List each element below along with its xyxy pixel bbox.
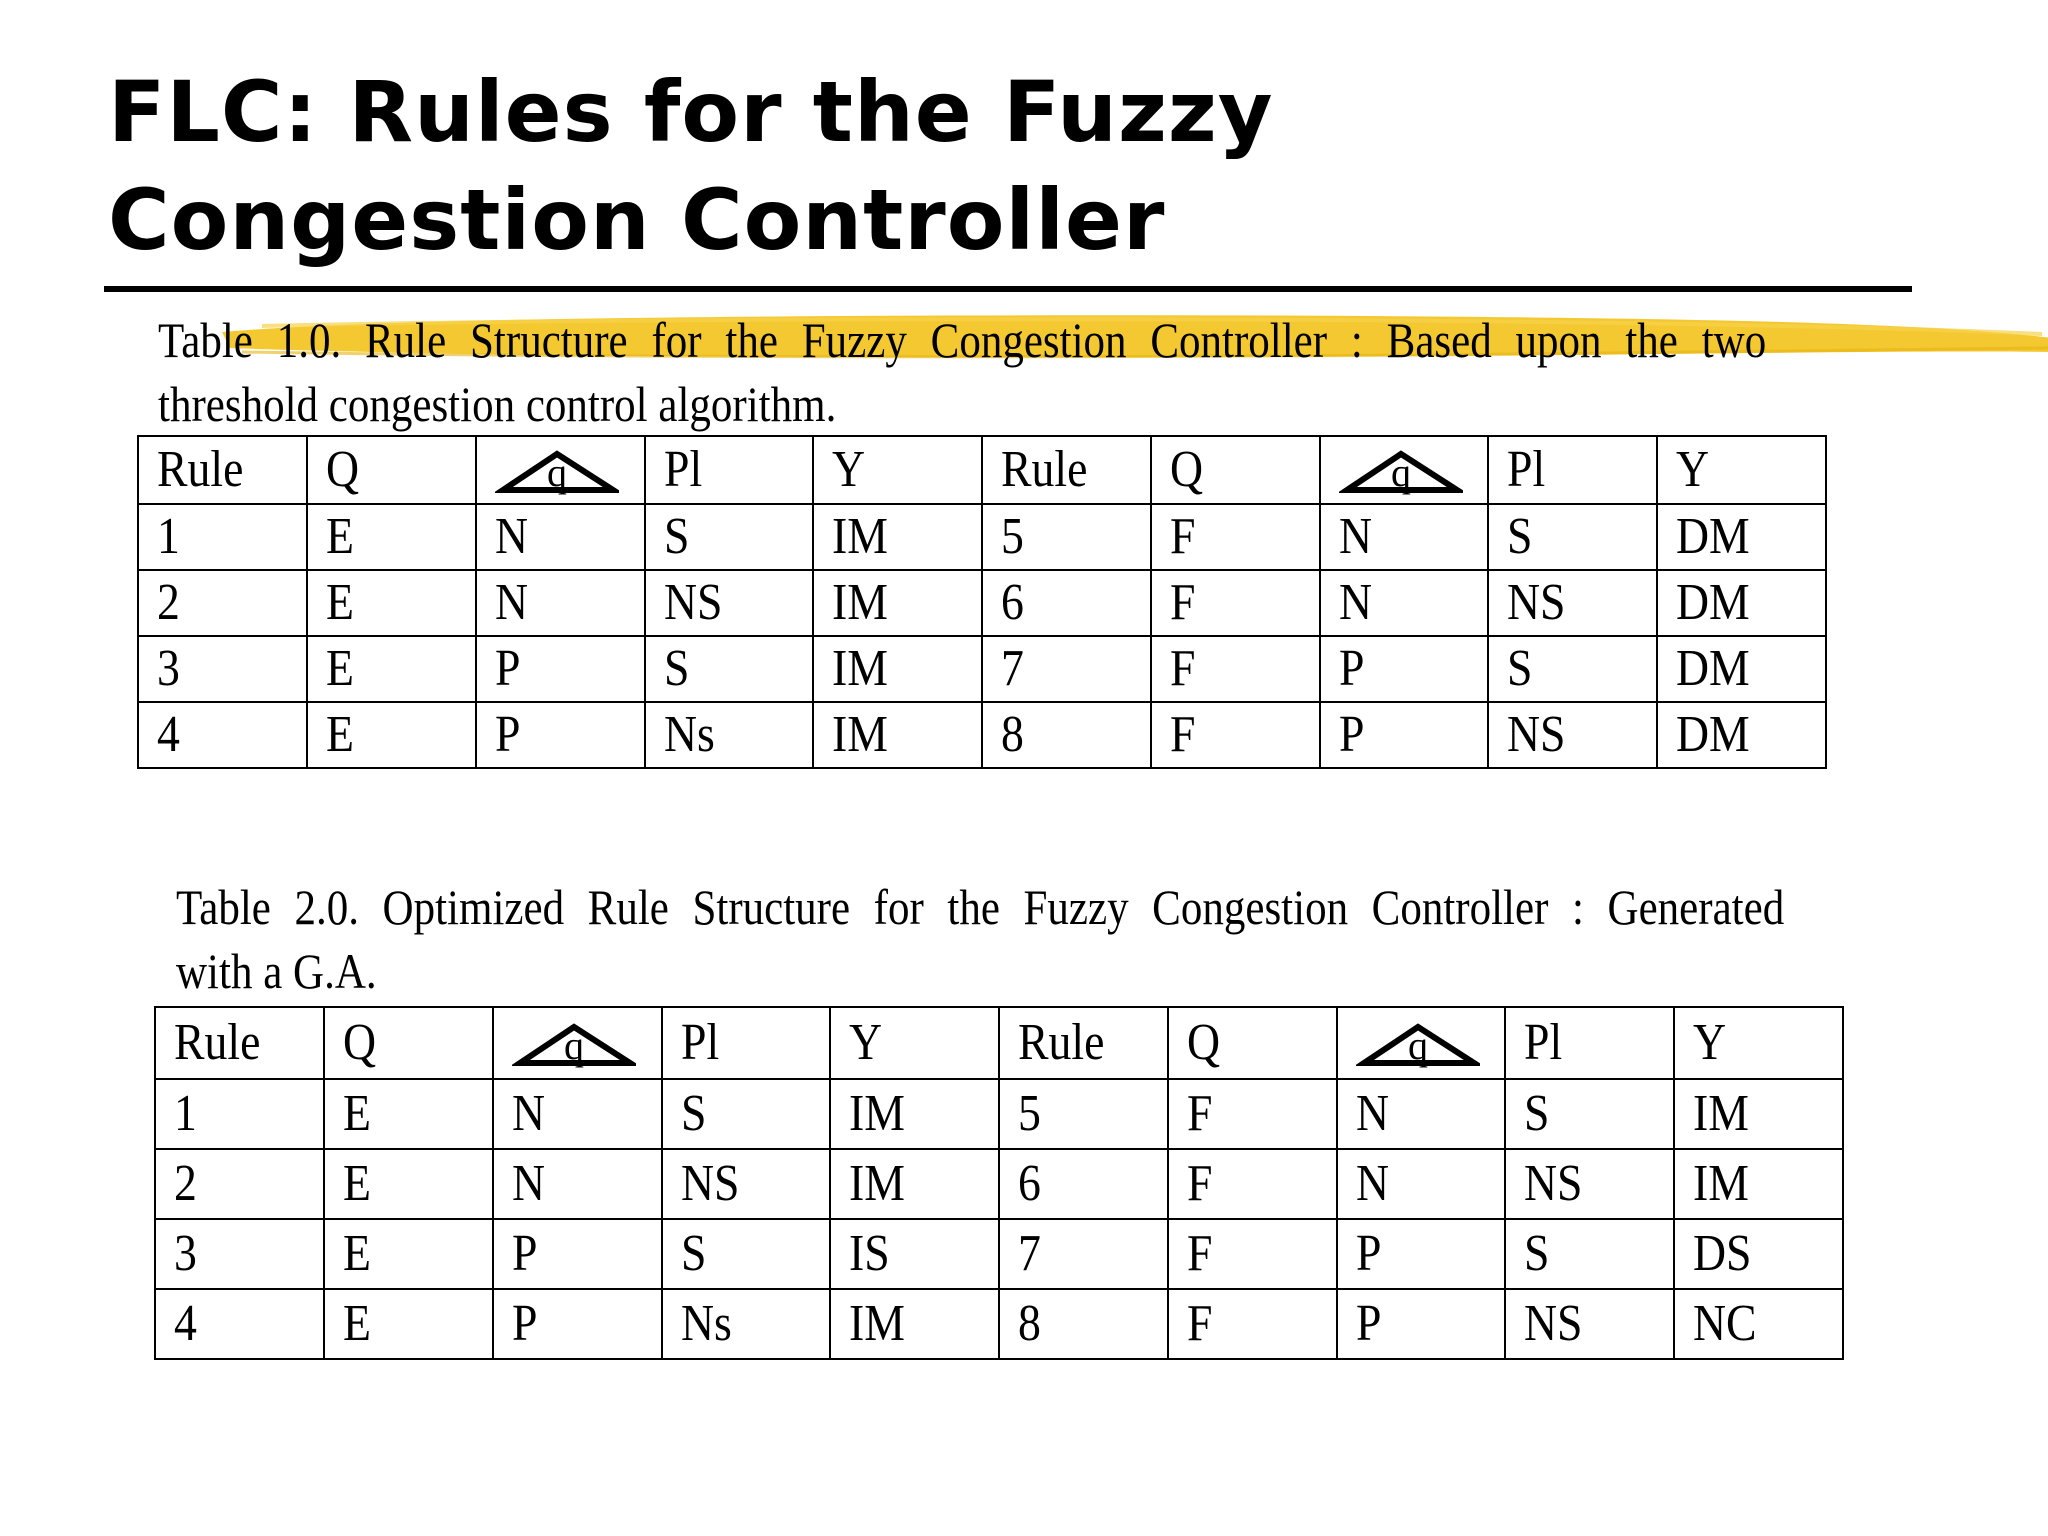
cell-y <box>1657 702 1826 768</box>
cell-value: E <box>326 508 354 565</box>
cell-rule <box>155 1219 324 1289</box>
cell-value: F <box>1187 1155 1213 1212</box>
cell-q <box>1151 636 1320 702</box>
cell-rule <box>999 1219 1168 1289</box>
cell-value: P <box>1356 1295 1382 1352</box>
cell-pl <box>1505 1079 1674 1149</box>
header-cell-rule <box>155 1007 324 1079</box>
cell-y <box>1674 1149 1843 1219</box>
header-cell-q <box>307 436 476 504</box>
cell-value: IM <box>849 1085 905 1142</box>
header-label: Pl <box>681 1014 720 1071</box>
cell-pl <box>1488 702 1657 768</box>
cell-q <box>1151 702 1320 768</box>
cell-value: DS <box>1693 1225 1752 1282</box>
cell-value: S <box>664 508 690 565</box>
table-row <box>138 570 1826 636</box>
cell-value: N <box>1356 1085 1390 1142</box>
table2-caption-line-2: with a G.A. <box>176 943 377 999</box>
cell-dq <box>1320 570 1488 636</box>
cell-value: IM <box>832 508 888 565</box>
header-label: Q <box>1170 441 1204 498</box>
cell-value: P <box>1339 706 1365 763</box>
cell-value: DM <box>1676 706 1750 763</box>
cell-q <box>1168 1289 1337 1359</box>
cell-rule <box>982 504 1151 570</box>
cell-value: S <box>1524 1225 1550 1282</box>
header-cell-pl <box>662 1007 830 1079</box>
cell-value: IM <box>849 1295 905 1352</box>
cell-value: IM <box>1693 1155 1749 1212</box>
cell-value: 1 <box>157 508 180 565</box>
header-cell-dq <box>476 436 645 504</box>
cell-y <box>1657 636 1826 702</box>
delta-q-label: q <box>564 1023 584 1068</box>
cell-pl <box>1488 636 1657 702</box>
table2-caption <box>176 875 1784 1003</box>
cell-value: 3 <box>174 1225 197 1282</box>
table1-caption-line-2: threshold congestion control algorithm. <box>158 376 837 432</box>
cell-value: 2 <box>157 574 180 631</box>
header-cell-pl <box>1505 1007 1674 1079</box>
cell-value: NS <box>681 1155 740 1212</box>
header-cell-pl <box>645 436 813 504</box>
cell-q <box>324 1219 493 1289</box>
rule-table-1 <box>137 435 1827 769</box>
header-cell-rule <box>138 436 307 504</box>
cell-rule <box>138 702 307 768</box>
cell-value: N <box>1339 574 1373 631</box>
header-label: Q <box>1187 1014 1221 1071</box>
cell-value: F <box>1170 640 1196 697</box>
table-header-row <box>155 1007 1843 1079</box>
header-cell-y <box>813 436 982 504</box>
cell-value: N <box>1339 508 1373 565</box>
table-row <box>155 1079 1843 1149</box>
table-row <box>138 504 1826 570</box>
cell-value: S <box>1507 508 1533 565</box>
header-cell-pl <box>1488 436 1657 504</box>
cell-value: F <box>1187 1295 1213 1352</box>
cell-pl <box>1488 504 1657 570</box>
table1-caption <box>158 308 1766 436</box>
cell-y <box>813 570 982 636</box>
cell-value: P <box>1356 1225 1382 1282</box>
delta-triangle-icon <box>1339 440 1463 500</box>
rule-table-2 <box>154 1006 1844 1360</box>
cell-dq <box>493 1149 662 1219</box>
header-label: Pl <box>1524 1014 1563 1071</box>
cell-value: 2 <box>174 1155 197 1212</box>
cell-y <box>1674 1079 1843 1149</box>
cell-y <box>813 702 982 768</box>
cell-rule <box>138 570 307 636</box>
cell-pl <box>1488 570 1657 636</box>
header-label: Y <box>1676 441 1710 498</box>
cell-dq <box>1337 1289 1505 1359</box>
cell-value: P <box>495 706 521 763</box>
header-label: Rule <box>174 1014 261 1071</box>
cell-value: 4 <box>157 706 180 763</box>
cell-pl <box>645 636 813 702</box>
cell-value: IM <box>832 574 888 631</box>
cell-q <box>1151 570 1320 636</box>
cell-y <box>830 1079 999 1149</box>
cell-value: 1 <box>174 1085 197 1142</box>
cell-value: P <box>512 1295 538 1352</box>
cell-dq <box>476 504 645 570</box>
cell-value: F <box>1170 574 1196 631</box>
cell-value: N <box>1356 1155 1390 1212</box>
cell-q <box>1168 1079 1337 1149</box>
cell-dq <box>1337 1079 1505 1149</box>
cell-value: NC <box>1693 1295 1757 1352</box>
cell-value: NS <box>664 574 723 631</box>
cell-value: S <box>1524 1085 1550 1142</box>
table-row <box>155 1219 1843 1289</box>
cell-pl <box>662 1289 830 1359</box>
cell-value: 5 <box>1018 1085 1041 1142</box>
cell-dq <box>493 1079 662 1149</box>
cell-value: 7 <box>1001 640 1024 697</box>
header-cell-dq <box>493 1007 662 1079</box>
header-label: Rule <box>1018 1014 1105 1071</box>
cell-value: DM <box>1676 574 1750 631</box>
table2-caption-line-1: Table 2.0. Optimized Rule Structure for the Fuzzy Congestion Controller : Generated <box>176 879 1785 935</box>
cell-pl <box>662 1149 830 1219</box>
table-row <box>155 1149 1843 1219</box>
cell-value: 3 <box>157 640 180 697</box>
cell-q <box>324 1149 493 1219</box>
cell-rule <box>999 1079 1168 1149</box>
header-cell-dq <box>1337 1007 1505 1079</box>
cell-value: 5 <box>1001 508 1024 565</box>
cell-value: P <box>495 640 521 697</box>
cell-value: 8 <box>1018 1295 1041 1352</box>
cell-value: F <box>1170 706 1196 763</box>
cell-y <box>1674 1289 1843 1359</box>
cell-value: NS <box>1507 706 1566 763</box>
header-label: Q <box>326 441 360 498</box>
cell-q <box>1168 1219 1337 1289</box>
cell-dq <box>493 1289 662 1359</box>
cell-value: F <box>1187 1225 1213 1282</box>
header-label: Q <box>343 1014 377 1071</box>
cell-q <box>1168 1149 1337 1219</box>
delta-triangle-icon <box>1356 1013 1480 1073</box>
cell-dq <box>1320 504 1488 570</box>
cell-pl <box>645 702 813 768</box>
header-cell-dq <box>1320 436 1488 504</box>
cell-pl <box>645 504 813 570</box>
cell-value: E <box>326 640 354 697</box>
cell-value: NS <box>1507 574 1566 631</box>
table-row <box>138 702 1826 768</box>
cell-value: 6 <box>1018 1155 1041 1212</box>
header-cell-q <box>1151 436 1320 504</box>
cell-value: E <box>326 574 354 631</box>
title-underline <box>104 286 1912 292</box>
cell-q <box>307 702 476 768</box>
cell-rule <box>982 702 1151 768</box>
cell-value: DM <box>1676 640 1750 697</box>
cell-y <box>1674 1219 1843 1289</box>
cell-value: S <box>1507 640 1533 697</box>
cell-rule <box>999 1289 1168 1359</box>
delta-q-label: q <box>1391 450 1411 495</box>
delta-triangle-icon <box>512 1013 636 1073</box>
cell-y <box>830 1149 999 1219</box>
cell-pl <box>662 1079 830 1149</box>
cell-pl <box>645 570 813 636</box>
delta-triangle-icon <box>495 440 619 500</box>
cell-y <box>830 1289 999 1359</box>
cell-value: IM <box>832 706 888 763</box>
cell-rule <box>155 1289 324 1359</box>
cell-q <box>307 636 476 702</box>
header-cell-y <box>830 1007 999 1079</box>
cell-rule <box>999 1149 1168 1219</box>
cell-value: N <box>512 1085 546 1142</box>
cell-q <box>307 504 476 570</box>
table1-caption-line-1: Table 1.0. Rule Structure for the Fuzzy Congestion Controller : Based upon the two <box>158 312 1767 368</box>
cell-value: S <box>681 1085 707 1142</box>
cell-value: IM <box>849 1155 905 1212</box>
cell-y <box>1657 504 1826 570</box>
cell-value: F <box>1170 508 1196 565</box>
cell-value: IM <box>832 640 888 697</box>
cell-rule <box>138 636 307 702</box>
cell-value: NS <box>1524 1155 1583 1212</box>
cell-value: N <box>495 508 529 565</box>
slide-title <box>108 58 1908 274</box>
cell-q <box>1151 504 1320 570</box>
cell-dq <box>476 570 645 636</box>
cell-value: 6 <box>1001 574 1024 631</box>
slide-title-line-2: Congestion Controller <box>108 171 1166 269</box>
table-header-row <box>138 436 1826 504</box>
cell-value: F <box>1187 1085 1213 1142</box>
cell-rule <box>138 504 307 570</box>
header-label: Rule <box>157 441 244 498</box>
cell-value: N <box>495 574 529 631</box>
table-row <box>155 1289 1843 1359</box>
cell-q <box>324 1289 493 1359</box>
cell-rule <box>155 1149 324 1219</box>
cell-value: Ns <box>681 1295 732 1352</box>
cell-value: E <box>343 1085 371 1142</box>
header-cell-q <box>324 1007 493 1079</box>
cell-y <box>1657 570 1826 636</box>
cell-dq <box>493 1219 662 1289</box>
header-label: Y <box>849 1014 883 1071</box>
header-label: Y <box>832 441 866 498</box>
cell-dq <box>1337 1219 1505 1289</box>
header-label: Pl <box>664 441 703 498</box>
cell-q <box>324 1079 493 1149</box>
cell-y <box>830 1219 999 1289</box>
cell-pl <box>1505 1289 1674 1359</box>
cell-y <box>813 504 982 570</box>
header-cell-rule <box>999 1007 1168 1079</box>
cell-value: P <box>1339 640 1365 697</box>
cell-value: E <box>343 1225 371 1282</box>
cell-value: 7 <box>1018 1225 1041 1282</box>
header-cell-y <box>1674 1007 1843 1079</box>
cell-dq <box>1320 636 1488 702</box>
delta-q-label: q <box>547 450 567 495</box>
cell-pl <box>662 1219 830 1289</box>
cell-value: DM <box>1676 508 1750 565</box>
cell-dq <box>476 636 645 702</box>
header-cell-q <box>1168 1007 1337 1079</box>
cell-dq <box>1337 1149 1505 1219</box>
cell-value: E <box>343 1295 371 1352</box>
cell-pl <box>1505 1149 1674 1219</box>
cell-rule <box>982 636 1151 702</box>
cell-value: 8 <box>1001 706 1024 763</box>
cell-value: E <box>326 706 354 763</box>
header-label: Rule <box>1001 441 1088 498</box>
cell-value: IM <box>1693 1085 1749 1142</box>
cell-value: S <box>681 1225 707 1282</box>
header-label: Pl <box>1507 441 1546 498</box>
header-label: Y <box>1693 1014 1727 1071</box>
cell-value: IS <box>849 1225 890 1282</box>
delta-q-label: q <box>1408 1023 1428 1068</box>
cell-value: N <box>512 1155 546 1212</box>
header-cell-y <box>1657 436 1826 504</box>
cell-value: 4 <box>174 1295 197 1352</box>
cell-dq <box>1320 702 1488 768</box>
cell-rule <box>982 570 1151 636</box>
slide-title-line-1: FLC: Rules for the Fuzzy <box>108 63 1274 161</box>
cell-value: P <box>512 1225 538 1282</box>
cell-value: Ns <box>664 706 715 763</box>
header-cell-rule <box>982 436 1151 504</box>
cell-y <box>813 636 982 702</box>
cell-value: S <box>664 640 690 697</box>
cell-value: E <box>343 1155 371 1212</box>
cell-value: NS <box>1524 1295 1583 1352</box>
cell-q <box>307 570 476 636</box>
table-row <box>138 636 1826 702</box>
cell-pl <box>1505 1219 1674 1289</box>
cell-dq <box>476 702 645 768</box>
cell-rule <box>155 1079 324 1149</box>
